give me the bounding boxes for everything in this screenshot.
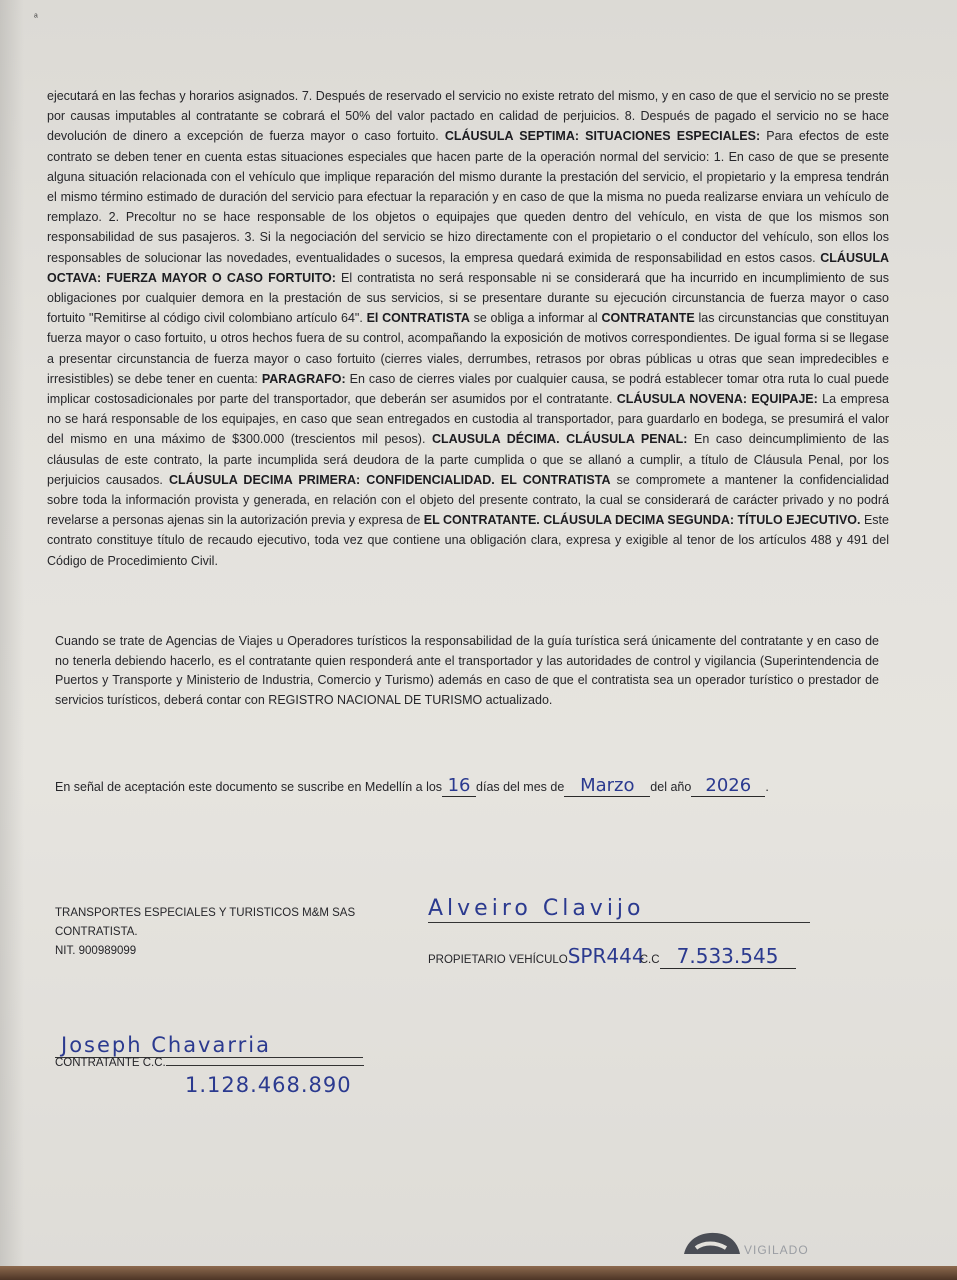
vehicle-plate: SPR444 [567, 944, 645, 968]
table-edge [0, 1266, 957, 1280]
acceptance-prefix: En señal de aceptación este documento se suscribe en Medellín a los [55, 780, 443, 794]
company-name: TRANSPORTES ESPECIALES Y TURISTICOS M&M SAS [55, 907, 356, 919]
corner-mark: ᵃ [34, 12, 38, 23]
owner-signature: Alveiro Clavijo [428, 896, 645, 921]
owner-cc: 7.533.545 [660, 944, 796, 969]
acceptance-month: Marzo [564, 775, 650, 797]
vigilado-text: VIGILADO [744, 1243, 809, 1257]
company-role: CONTRATISTA. [55, 926, 138, 938]
contractor-company-block [55, 904, 355, 961]
acceptance-year: 2026 [691, 775, 765, 797]
acceptance-day: 16 [442, 775, 476, 797]
owner-cc-label: C.C [639, 954, 660, 966]
cc-blank-line [166, 1065, 364, 1066]
owner-signature-line [428, 896, 810, 923]
acceptance-year-label: del año [650, 780, 692, 794]
owner-vehicle-line [428, 944, 796, 969]
vigilado-logo-icon [682, 1228, 742, 1258]
contracting-party-signature-line [55, 1033, 363, 1058]
contracting-party-signature: Joseph Chavarria [61, 1033, 271, 1057]
agencies-paragraph: Cuando se trate de Agencias de Viajes u Operadores turísticos la responsabilidad de la guía turística será únicamente del contratante y en caso de no tenerla debiendo hacerlo, es el contratante quien responderá ante el transportador y las autoridades de control y vigilancia (Superintendencia de Puertos y Transporte y Ministerio de Industria, Comercio y Turismo) además en caso de que el contratista sea un operador turístico o prestador de servicios turísticos, deberá contar con REGISTRO NACIONAL DE TURISMO actualizado. [55, 634, 879, 707]
contracting-party-label: CONTRATANTE C.C. [55, 1057, 166, 1069]
acceptance-mid: días del mes de [476, 780, 565, 794]
company-nit: NIT. 900989099 [55, 945, 137, 957]
contracting-party-label-line [55, 1057, 364, 1069]
acceptance-line: En señal de aceptación este documento se suscribe en Medellín a los 16 días del mes de Marzo del año 2026 . [55, 775, 769, 796]
owner-label: PROPIETARIO VEHÍCULO [428, 954, 568, 966]
page-shadow [0, 0, 24, 1266]
contract-clauses-paragraph: ejecutará en las fechas y horarios asignados. 7. Después de reservado el servicio no existe retrato del mismo, y en caso de que el servicio no se preste por causas imputables al contratante se cobrará el 50% del valor pactado en calidad de perjuicios. 8. Después de pagado el servicio no se hace devolución de dinero a excepción de fuerza mayor o caso fortuito. CLÁUSULA SEPTIMA: SITUACIONES ESPECIALES: Para efectos de este contrato se deben tener en cuenta estas situaciones especiales que hacen parte de la operación normal del servicio: 1. En caso de que se presente alguna situación relacionada con el vehículo que implique reparación del mismo durante la prestación del servicio, el propietario y la empresa tendrán el mismo término estimado de duración del servicio para efectuar la reparación y en caso de que la misma no pueda realizarse enviara un vehículo de remplazo. 2. Precoltur no se hace responsable de los objetos o equipajes que queden dentro del vehículo, en vista de que los mismos son responsabilidad de sus pasajeros. 3. Si la negociación del servicio se hizo directamente con el propietario o el conductor del vehículo, son ellos los responsables de solucionar las novedades, eventualidades o sucesos, la empresa quedará eximida de responsabilidad en estos casos. CLÁUSULA OCTAVA: FUERZA MAYOR O CASO FORTUITO: El contratista no será responsable ni se considerará que ha incurrido en incumplimiento de sus obligaciones por cualquier demora en la prestación de sus servicios, si se presentare durante su ejecución circunstancia de fuerza mayor o caso fortuito "Remitirse al código civil colombiano artículo 64". El CONTRATISTA se obliga a informar al CONTRATANTE las circunstancias que constituyan fuerza mayor o caso fortuito, u otros hechos fuera de su control, acompañando la exposición de motivos correspondientes. De igual forma si se llegase a presentar circunstancia de fuerza mayor o caso fortuito (cierres viales, derrumbes, retrasos por obras públicas u otras que sean impredecibles e irresistibles) se debe tener en cuenta: PARAGRAFO: En caso de cierres viales por cualquier causa, se podrá establecer tomar otra ruta lo cual puede implicar costosadicionales por parte del transportador, que deberán ser asumidos por el contratante. CLÁUSULA NOVENA: EQUIPAJE: La empresa no se hará responsable de los equipajes, en caso que sean entregados en custodia al transportador, para guardarlo en bodega, se presumirá el valor del mismo en una máximo de $300.000 (trescientos mil pesos). CLAUSULA DÉCIMA. CLÁUSULA PENAL: En caso deincumplimiento de las cláusulas de este contrato, la parte incumplida será deudora de la parte cumplida o que se allanó a cumplir, a título de Cláusula Penal, por los perjuicios causados. CLÁUSULA DECIMA PRIMERA: CONFIDENCIALIDAD. EL CONTRATISTA se compromete a mantener la confidencialidad sobre toda la información provista y generada, en relación con el objeto del presente contrato, la cual se considerará de carácter privado y no podrá revelarse a personas ajenas sin la autorización previa y expresa de EL CONTRATANTE. CLÁUSULA DECIMA SEGUNDA: TÍTULO EJECUTIVO. Este contrato constituye título de recaudo ejecutivo, toda vez que contiene una obligación clara, expresa y exigible al tenor de los artículos 488 y 491 del Código de Procedimiento Civil. [47, 89, 889, 568]
contracting-party-cc: 1.128.468.890 [185, 1073, 352, 1097]
